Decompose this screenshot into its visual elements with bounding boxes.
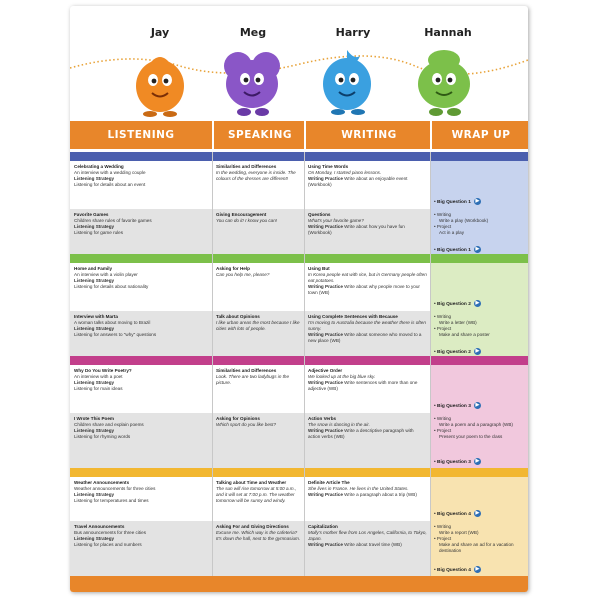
speaking-example: Look. There are two ladybugs in the picture.	[216, 374, 290, 385]
listening-description: Children share rules of favorite games	[74, 218, 152, 223]
writing-example: She lives in France. He lives in the United States.	[308, 486, 409, 491]
listening-title: I Wrote This Poem	[74, 416, 114, 421]
speaking-title: Asking for Opinions	[216, 416, 260, 421]
wrap-up-item-text: Write a report (WB)	[439, 530, 479, 535]
writing-cell	[304, 311, 430, 359]
listening-strategy-label: Listening Strategy	[74, 326, 115, 331]
big-question-label: Big Question 2	[437, 302, 471, 307]
writing-practice-text: Write about an enjoyable event (Workbook)	[308, 176, 408, 187]
speaking-cell	[212, 161, 304, 209]
speaking-example: I like urban areas the most because I like cities with lots of people.	[216, 320, 300, 331]
listening-cell	[70, 263, 212, 311]
listening-cell	[70, 209, 212, 257]
listening-strategy: Listening for details about an event	[74, 182, 146, 187]
writing-practice	[308, 176, 427, 188]
header-speaking: SPEAKING	[212, 121, 306, 149]
listening-strategy-label: Listening Strategy	[74, 492, 115, 497]
writing-practice	[308, 332, 427, 344]
big-question-link[interactable]	[434, 402, 481, 410]
wrap-up-item-label: Writing	[436, 212, 452, 217]
bullet: •	[434, 350, 438, 355]
wrap-up-item-text: Act in a play	[439, 230, 465, 235]
writing-practice	[308, 380, 427, 392]
bullet: •	[434, 428, 437, 433]
writing-cell	[304, 161, 430, 209]
bullet: •	[434, 568, 438, 573]
writing-practice	[308, 492, 427, 498]
writing-title: Using Complete Sentences with Because	[308, 314, 398, 319]
speaking-title: Talk about Opinions	[216, 314, 260, 319]
wrap-up-cell	[430, 209, 528, 257]
listening-description: Children share and explain poems	[74, 422, 144, 427]
writing-practice-text: Write about why people move to your town (WB)	[308, 284, 420, 295]
play-arrow-icon[interactable]: ▶	[475, 300, 480, 307]
writing-practice-label: Writing Practice	[308, 332, 343, 337]
writing-cell	[304, 413, 430, 469]
listening-cell	[70, 521, 212, 577]
listening-description: Bus announcements for three cities	[74, 530, 147, 535]
play-arrow-icon[interactable]: ▶	[475, 348, 480, 355]
unit-band-3	[70, 356, 528, 365]
bullet: •	[434, 416, 437, 421]
speaking-title: Giving Encouragement	[216, 212, 267, 217]
bullet: •	[434, 460, 438, 465]
speaking-cell	[212, 521, 304, 577]
play-arrow-icon[interactable]: ▶	[475, 510, 480, 517]
wrap-up-item-text: Make and share a poster	[439, 332, 490, 337]
listening-description: Weather announcements for three cities	[74, 486, 156, 491]
wrap-up-item-label: Writing	[436, 416, 452, 421]
big-question-link[interactable]	[434, 348, 481, 356]
wrap-up-item-text: Write a play (Workbook)	[439, 218, 489, 223]
writing-title: Questions	[308, 212, 331, 217]
scope-sequence-page	[70, 6, 528, 592]
listening-strategy-label: Listening Strategy	[74, 380, 115, 385]
bullet: •	[434, 314, 437, 319]
header-wrap-up: WRAP UP	[430, 121, 528, 149]
big-question-link[interactable]	[434, 510, 481, 518]
bullet: •	[434, 302, 438, 307]
speaking-title: Similarities and Differences	[216, 164, 277, 169]
speaking-example: You can do it! I know you can!	[216, 218, 278, 223]
big-question-link[interactable]	[434, 566, 481, 574]
speaking-title: Asking For and Giving Directions	[216, 524, 289, 529]
big-question-link[interactable]	[434, 198, 481, 206]
listening-strategy-label: Listening Strategy	[74, 224, 115, 229]
writing-practice-text: Write a paragraph about a trip (WB)	[344, 492, 417, 497]
writing-example: What's your favorite game?	[308, 218, 364, 223]
writing-cell	[304, 477, 430, 521]
listening-strategy-label: Listening Strategy	[74, 176, 115, 181]
wrap-up-cell	[430, 413, 528, 469]
speaking-cell	[212, 413, 304, 469]
writing-cell	[304, 209, 430, 257]
writing-practice-text: Write about how you have fun (Workbook)	[308, 224, 405, 235]
play-arrow-icon[interactable]: ▶	[475, 246, 480, 253]
listening-strategy: Listening for details about nationality	[74, 284, 149, 289]
character-name-meg: Meg	[239, 26, 267, 39]
header-listening: LISTENING	[107, 129, 175, 141]
wrap-up-item-text: Write a poem and a paragraph (WB)	[439, 422, 513, 427]
writing-practice-text: Write a descriptive paragraph with action verbs (WB)	[308, 428, 414, 439]
writing-title: Using Time Words	[308, 164, 349, 169]
listening-title: Weather Announcements	[74, 480, 130, 485]
big-question-link[interactable]	[434, 300, 481, 308]
listening-strategy: Listening for main ideas	[74, 386, 123, 391]
wrap-up-cell	[430, 521, 528, 577]
writing-practice-label: Writing Practice	[308, 542, 343, 547]
writing-title: Action Verbs	[308, 416, 337, 421]
wrap-up-cell	[430, 161, 528, 209]
speaking-example: Excuse me. Which way is the cafeteria? It's down the hall, next to the gymnasium.	[216, 530, 301, 541]
wrap-up-cell	[430, 263, 528, 311]
speaking-cell	[212, 365, 304, 413]
listening-description: A woman talks about moving to Brazil	[74, 320, 151, 325]
speaking-title: Talking about Time and Weather	[216, 480, 287, 485]
wrap-up-item-text: Make and share an ad for a vacation destination	[439, 542, 514, 553]
wrap-up-item-text: Present your poem to the class	[439, 434, 503, 439]
wrap-up-item-label: Project	[436, 428, 452, 433]
bullet: •	[434, 326, 437, 331]
wrap-up-item-label: Project	[436, 536, 452, 541]
listening-strategy: Listening for rhyming words	[74, 434, 131, 439]
unit-band-1	[70, 152, 528, 161]
bullet: •	[434, 200, 438, 205]
bullet: •	[434, 212, 437, 217]
speaking-title: Similarities and Differences	[216, 368, 277, 373]
play-arrow-icon[interactable]: ▶	[475, 458, 480, 465]
speaking-title: Asking for Help	[216, 266, 250, 271]
listening-title: Why Do You Write Poetry?	[74, 368, 132, 373]
writing-example: The snow is dancing in the air.	[308, 422, 370, 427]
wrap-up-cell	[430, 477, 528, 521]
writing-practice-text: Write sentences with more than one adjective (WB)	[308, 380, 418, 391]
harry-character-illustration	[316, 46, 378, 118]
listening-strategy: Listening for game rules	[74, 230, 124, 235]
column-divider	[212, 152, 213, 576]
column-divider	[304, 152, 305, 576]
unit-band-4	[70, 468, 528, 477]
bullet: •	[434, 536, 437, 541]
header-writing: WRITING	[304, 121, 432, 149]
character-name-jay: Jay	[150, 26, 170, 39]
listening-strategy-label: Listening Strategy	[74, 536, 115, 541]
play-arrow-icon[interactable]: ▶	[475, 198, 480, 205]
footer-bar	[70, 576, 528, 592]
writing-title: Using But	[308, 266, 330, 271]
big-question-link[interactable]	[434, 458, 481, 466]
writing-practice-label: Writing Practice	[308, 284, 343, 289]
wrap-up-item-label: Writing	[436, 314, 452, 319]
writing-practice-text: Write about travel time (WB)	[344, 542, 402, 547]
writing-practice	[308, 284, 427, 296]
listening-strategy-label: Listening Strategy	[74, 278, 115, 283]
big-question-label: Big Question 3	[437, 404, 471, 409]
character-name-hannah: Hannah	[424, 26, 472, 39]
wrap-up-item-label: Project	[436, 326, 452, 331]
writing-example: Molly's mother flew from Los Angeles, California, to Tokyo, Japan.	[308, 530, 427, 541]
column-header-row	[70, 121, 528, 149]
listening-title: Home and Family	[74, 266, 113, 271]
jay-character-illustration	[128, 48, 192, 118]
listening-cell	[70, 311, 212, 359]
play-arrow-icon[interactable]: ▶	[475, 566, 480, 573]
wrap-up-cell	[430, 311, 528, 359]
listening-title: Favorite Games	[74, 212, 109, 217]
column-divider	[430, 152, 431, 576]
character-name-harry: Harry	[335, 26, 371, 39]
speaking-cell	[212, 477, 304, 521]
writing-practice	[308, 428, 427, 440]
writing-practice-label: Writing Practice	[308, 224, 343, 229]
speaking-example: Which sport do you like best?	[216, 422, 277, 427]
big-question-link[interactable]	[434, 246, 481, 254]
speaking-cell	[212, 209, 304, 257]
writing-example: In Korea people eat with rice, but in Germany people often eat potatoes.	[308, 272, 427, 283]
character-header	[70, 6, 528, 118]
wrap-up-cell	[430, 365, 528, 413]
listening-title: Celebrating a Wedding	[74, 164, 124, 169]
big-question-label: Big Question 4	[437, 568, 471, 573]
writing-practice	[308, 224, 427, 236]
writing-practice-text: Write about someone who moved to a new place (WB)	[308, 332, 422, 343]
wrap-up-item-text: Write a letter (WB)	[439, 320, 477, 325]
writing-practice-label: Writing Practice	[308, 492, 343, 497]
writing-practice	[308, 542, 427, 548]
speaking-example: The sun will rise tomorrow at 5:00 a.m., and it will set at 7:00 p.m. The weather tomorrow will be sunny and windy.	[216, 486, 297, 503]
listening-title: Travel Announcements	[74, 524, 125, 529]
big-question-label: Big Question 1	[437, 200, 471, 205]
writing-practice-label: Writing Practice	[308, 428, 343, 433]
bullet: •	[434, 248, 438, 253]
listening-strategy: Listening for places and numbers	[74, 542, 142, 547]
big-question-label: Big Question 1	[437, 248, 471, 253]
writing-example: I'm moving to Australia because the weather there is often sunny.	[308, 320, 426, 331]
bullet: •	[434, 524, 437, 529]
writing-title: Capitalization	[308, 524, 338, 529]
writing-cell	[304, 263, 430, 311]
listening-strategy-label: Listening Strategy	[74, 428, 115, 433]
listening-description: An interview with a poet	[74, 374, 123, 379]
writing-title: Definite Article The	[308, 480, 350, 485]
wrap-up-item-label: Project	[436, 224, 452, 229]
listening-cell	[70, 161, 212, 209]
bullet: •	[434, 404, 438, 409]
big-question-label: Big Question 3	[437, 460, 471, 465]
hannah-character-illustration	[410, 46, 478, 118]
writing-example: We looked up at the big blue sky.	[308, 374, 376, 379]
meg-character-illustration	[218, 46, 286, 118]
speaking-example: Can you help me, please?	[216, 272, 270, 277]
listening-description: An interview with a wedding couple	[74, 170, 146, 175]
wrap-up-item-label: Writing	[436, 524, 452, 529]
writing-example: On Monday, I started piano lessons.	[308, 170, 382, 175]
listening-cell	[70, 413, 212, 469]
writing-cell	[304, 365, 430, 413]
writing-title: Adjective Order	[308, 368, 343, 373]
play-arrow-icon[interactable]: ▶	[475, 402, 480, 409]
listening-strategy: Listening for answers to "why" questions	[74, 332, 157, 337]
big-question-label: Big Question 4	[437, 512, 471, 517]
listening-cell	[70, 365, 212, 413]
listening-description: An interview with a violin player	[74, 272, 138, 277]
writing-practice-label: Writing Practice	[308, 380, 343, 385]
speaking-cell	[212, 311, 304, 359]
listening-title: Interview with Marta	[74, 314, 118, 319]
bullet: •	[434, 224, 437, 229]
speaking-example: In the wedding, everyone is inside. The colours of the dresses are different!	[216, 170, 296, 181]
writing-practice-label: Writing Practice	[308, 176, 343, 181]
listening-strategy: Listening for temperatures and times	[74, 498, 149, 503]
big-question-label: Big Question 2	[437, 350, 471, 355]
writing-cell	[304, 521, 430, 577]
listening-cell	[70, 477, 212, 521]
speaking-cell	[212, 263, 304, 311]
unit-band-2	[70, 254, 528, 263]
bullet: •	[434, 512, 438, 517]
